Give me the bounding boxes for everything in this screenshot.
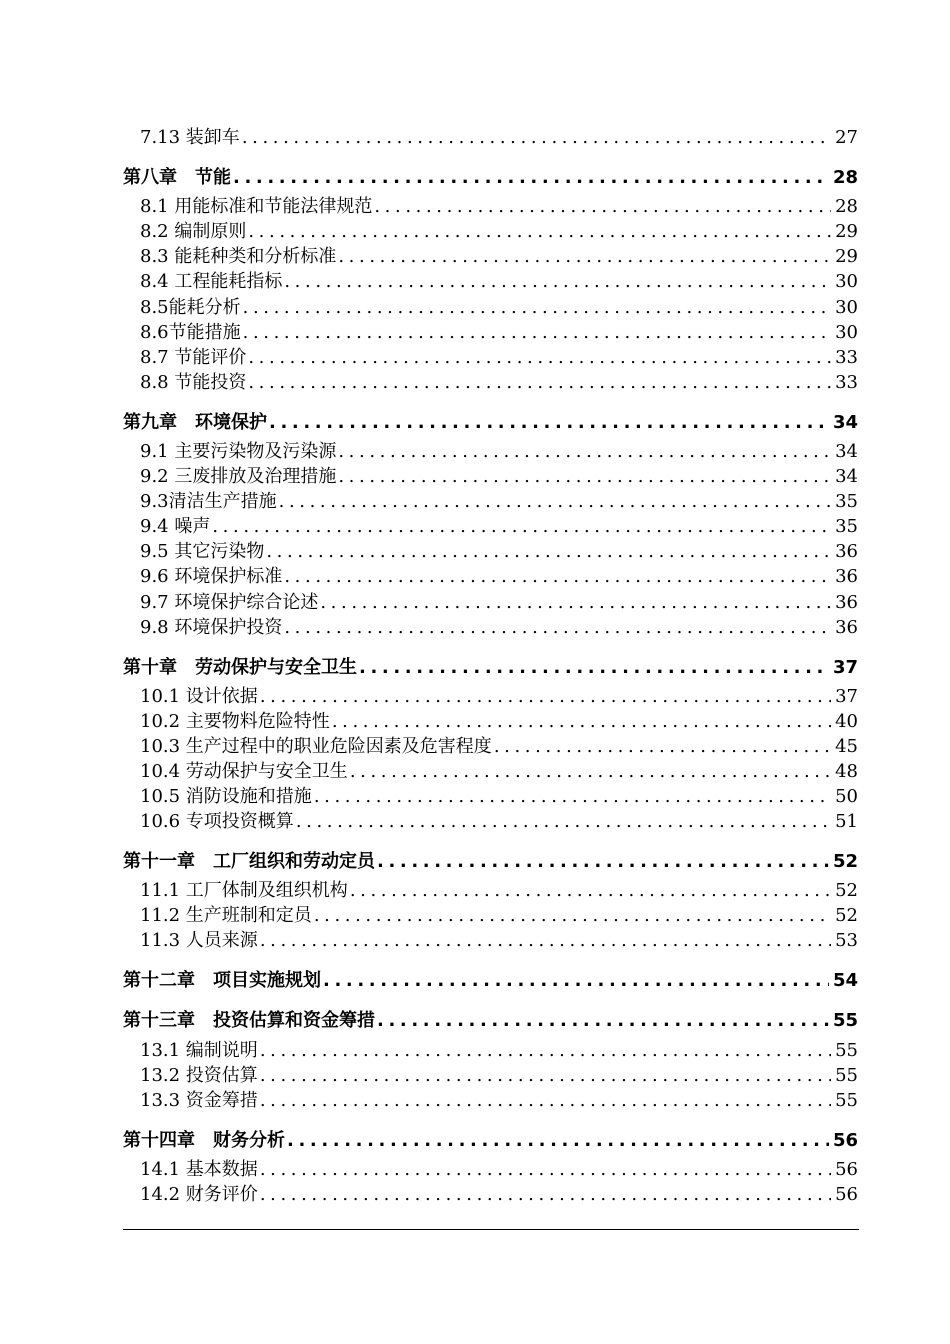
toc-section-entry[interactable] xyxy=(140,563,858,588)
toc-entry-title: 第九章 环境保护 xyxy=(123,411,267,433)
toc-section-entry[interactable] xyxy=(140,588,858,613)
toc-dot-leader xyxy=(246,218,831,243)
toc-entry-title: 第十三章 投资估算和资金筹措 xyxy=(123,1010,375,1032)
toc-page-number: 27 xyxy=(835,127,858,149)
toc-entry-title: 9.6 环境保护标准 xyxy=(140,566,283,588)
toc-chapter-entry[interactable] xyxy=(123,998,858,1032)
toc-page-number: 48 xyxy=(835,760,858,782)
toc-dot-leader xyxy=(375,839,829,873)
toc-chapter-entry[interactable] xyxy=(123,839,858,873)
toc-entry-title: 第十二章 项目实施规划 xyxy=(123,970,321,992)
toc-entry-title: 14.2 财务评价 xyxy=(140,1183,258,1205)
toc-dot-leader xyxy=(375,998,829,1032)
toc-dot-leader xyxy=(330,708,831,733)
toc-dot-leader xyxy=(348,877,831,902)
toc-dot-leader xyxy=(336,463,831,488)
toc-dot-leader xyxy=(348,758,831,783)
toc-entry-title: 13.2 投资估算 xyxy=(140,1064,258,1086)
toc-chapter-entry[interactable] xyxy=(123,400,858,434)
toc-dot-leader xyxy=(277,488,831,513)
toc-section-entry[interactable] xyxy=(140,344,858,369)
toc-page-number: 40 xyxy=(835,710,858,732)
toc-entry-title: 11.1 工厂体制及组织机构 xyxy=(140,880,348,902)
toc-page-number: 34 xyxy=(835,440,858,462)
toc-page-number: 45 xyxy=(835,735,858,757)
toc-page-number: 55 xyxy=(835,1064,858,1086)
toc-page-number: 37 xyxy=(832,656,858,678)
toc-dot-leader xyxy=(231,155,829,189)
toc-page-number: 50 xyxy=(835,786,858,808)
toc-section-entry[interactable] xyxy=(140,538,858,563)
toc-dot-leader xyxy=(267,400,829,434)
toc-page-number: 35 xyxy=(835,516,858,538)
toc-entry-title: 9.8 环境保护投资 xyxy=(140,616,283,638)
toc-entry-title: 14.1 基本数据 xyxy=(140,1158,258,1180)
toc-section-entry[interactable] xyxy=(140,927,858,952)
toc-dot-leader xyxy=(321,958,829,992)
toc-section-entry[interactable] xyxy=(140,293,858,318)
toc-section-entry[interactable] xyxy=(140,808,858,833)
toc-page-number: 54 xyxy=(832,970,858,992)
toc-section-entry[interactable] xyxy=(140,193,858,218)
toc-page-number: 36 xyxy=(835,566,858,588)
toc-dot-leader xyxy=(336,243,831,268)
toc-entry-title: 8.5能耗分析 xyxy=(140,296,241,318)
toc-entry-title: 第八章 节能 xyxy=(123,167,231,189)
toc-section-entry[interactable] xyxy=(140,1036,858,1061)
toc-dot-leader xyxy=(258,927,831,952)
toc-entry-title: 8.6节能措施 xyxy=(140,321,241,343)
toc-entry-title: 9.4 噪声 xyxy=(140,516,211,538)
toc-section-entry[interactable] xyxy=(140,369,858,394)
toc-section-entry[interactable] xyxy=(140,683,858,708)
toc-section-entry[interactable] xyxy=(140,1156,858,1181)
toc-page-number: 28 xyxy=(835,196,858,218)
toc-dot-leader xyxy=(357,645,829,679)
toc-section-entry[interactable] xyxy=(140,124,858,149)
toc-page-number: 36 xyxy=(835,591,858,613)
toc-page-number: 52 xyxy=(835,880,858,902)
toc-dot-leader xyxy=(258,683,831,708)
toc-dot-leader xyxy=(210,513,831,538)
toc-section-entry[interactable] xyxy=(140,463,858,488)
toc-page-number: 55 xyxy=(835,1089,858,1111)
toc-page-number: 52 xyxy=(835,905,858,927)
toc-entry-title: 第十四章 财务分析 xyxy=(123,1129,285,1151)
toc-dot-leader xyxy=(282,563,831,588)
toc-page-number: 30 xyxy=(835,321,858,343)
toc-section-entry[interactable] xyxy=(140,708,858,733)
toc-page-number: 30 xyxy=(835,271,858,293)
toc-dot-leader xyxy=(282,268,831,293)
toc-chapter-entry[interactable] xyxy=(123,1118,858,1152)
toc-section-entry[interactable] xyxy=(140,243,858,268)
toc-section-entry[interactable] xyxy=(140,218,858,243)
toc-section-entry[interactable] xyxy=(140,438,858,463)
toc-dot-leader xyxy=(318,588,831,613)
toc-entry-title: 11.3 人员来源 xyxy=(140,930,258,952)
toc-dot-leader xyxy=(264,538,831,563)
toc-page-number: 56 xyxy=(835,1158,858,1180)
toc-dot-leader xyxy=(285,1118,829,1152)
toc-chapter-entry[interactable] xyxy=(123,645,858,679)
toc-entry-title: 9.3清洁生产措施 xyxy=(140,491,277,513)
toc-page-number: 30 xyxy=(835,296,858,318)
toc-dot-leader xyxy=(241,319,831,344)
toc-page-number: 52 xyxy=(832,851,858,873)
toc-entry-title: 13.3 资金筹措 xyxy=(140,1089,258,1111)
toc-chapter-entry[interactable] xyxy=(123,155,858,189)
toc-page-number: 51 xyxy=(835,811,858,833)
toc-entry-title: 8.3 能耗种类和分析标准 xyxy=(140,246,337,268)
toc-page-number: 33 xyxy=(835,346,858,368)
toc-entry-title: 8.7 节能评价 xyxy=(140,346,247,368)
toc-page-number: 34 xyxy=(835,466,858,488)
toc-section-entry[interactable] xyxy=(140,319,858,344)
toc-entry-title: 10.4 劳动保护与安全卫生 xyxy=(140,760,348,782)
toc-section-entry[interactable] xyxy=(140,733,858,758)
toc-section-entry[interactable] xyxy=(140,758,858,783)
toc-entry-title: 第十一章 工厂组织和劳动定员 xyxy=(123,851,375,873)
toc-page-number: 33 xyxy=(835,371,858,393)
toc-entry-title: 7.13 装卸车 xyxy=(140,127,240,149)
toc-entry-title: 8.8 节能投资 xyxy=(140,371,247,393)
toc-entry-title: 11.2 生产班制和定员 xyxy=(140,905,312,927)
toc-section-entry[interactable] xyxy=(140,268,858,293)
toc-entry-title: 9.7 环境保护综合论述 xyxy=(140,591,319,613)
footer-rule xyxy=(123,1229,859,1230)
toc-chapter-entry[interactable] xyxy=(123,958,858,992)
toc-section-entry[interactable] xyxy=(140,1087,858,1112)
toc-page-number: 34 xyxy=(832,411,858,433)
toc-dot-leader xyxy=(312,902,831,927)
toc-page-number: 36 xyxy=(835,541,858,563)
toc-entry-title: 10.5 消防设施和措施 xyxy=(140,786,312,808)
toc-entry-title: 第十章 劳动保护与安全卫生 xyxy=(123,656,357,678)
toc-entry-title: 9.2 三废排放及治理措施 xyxy=(140,466,337,488)
toc-section-entry[interactable] xyxy=(140,488,858,513)
table-of-contents xyxy=(0,124,950,1206)
toc-page-number: 35 xyxy=(835,491,858,513)
toc-section-entry[interactable] xyxy=(140,902,858,927)
toc-section-entry[interactable] xyxy=(140,877,858,902)
toc-page-number: 29 xyxy=(835,221,858,243)
toc-section-entry[interactable] xyxy=(140,1181,858,1206)
toc-page-number: 36 xyxy=(835,616,858,638)
toc-page-number: 37 xyxy=(835,685,858,707)
toc-dot-leader xyxy=(336,438,831,463)
toc-dot-leader xyxy=(258,1036,831,1061)
toc-entry-title: 8.2 编制原则 xyxy=(140,221,247,243)
toc-section-entry[interactable] xyxy=(140,783,858,808)
toc-dot-leader xyxy=(246,344,831,369)
toc-page-number: 56 xyxy=(832,1129,858,1151)
toc-entry-title: 10.6 专项投资概算 xyxy=(140,811,294,833)
toc-section-entry[interactable] xyxy=(140,513,858,538)
toc-page-number: 29 xyxy=(835,246,858,268)
toc-dot-leader xyxy=(492,733,831,758)
toc-entry-title: 9.1 主要污染物及污染源 xyxy=(140,440,337,462)
toc-dot-leader xyxy=(282,614,831,639)
toc-entry-title: 9.5 其它污染物 xyxy=(140,541,265,563)
toc-dot-leader xyxy=(258,1087,831,1112)
toc-dot-leader xyxy=(258,1181,831,1206)
toc-dot-leader xyxy=(240,124,831,149)
toc-dot-leader xyxy=(312,783,831,808)
toc-page-number: 55 xyxy=(835,1039,858,1061)
toc-entry-title: 8.4 工程能耗指标 xyxy=(140,271,283,293)
toc-dot-leader xyxy=(241,293,831,318)
toc-entry-title: 13.1 编制说明 xyxy=(140,1039,258,1061)
toc-section-entry[interactable] xyxy=(140,614,858,639)
toc-dot-leader xyxy=(258,1062,831,1087)
toc-page-number: 55 xyxy=(832,1010,858,1032)
toc-dot-leader xyxy=(258,1156,831,1181)
toc-entry-title: 8.1 用能标准和节能法律规范 xyxy=(140,196,373,218)
toc-dot-leader xyxy=(246,369,831,394)
toc-entry-title: 10.2 主要物料危险特性 xyxy=(140,710,330,732)
toc-page-number: 53 xyxy=(835,930,858,952)
toc-page-number: 28 xyxy=(832,167,858,189)
toc-section-entry[interactable] xyxy=(140,1062,858,1087)
toc-dot-leader xyxy=(372,193,831,218)
toc-entry-title: 10.3 生产过程中的职业危险因素及危害程度 xyxy=(140,735,492,757)
toc-entry-title: 10.1 设计依据 xyxy=(140,685,258,707)
toc-dot-leader xyxy=(294,808,831,833)
toc-page-number: 56 xyxy=(835,1183,858,1205)
